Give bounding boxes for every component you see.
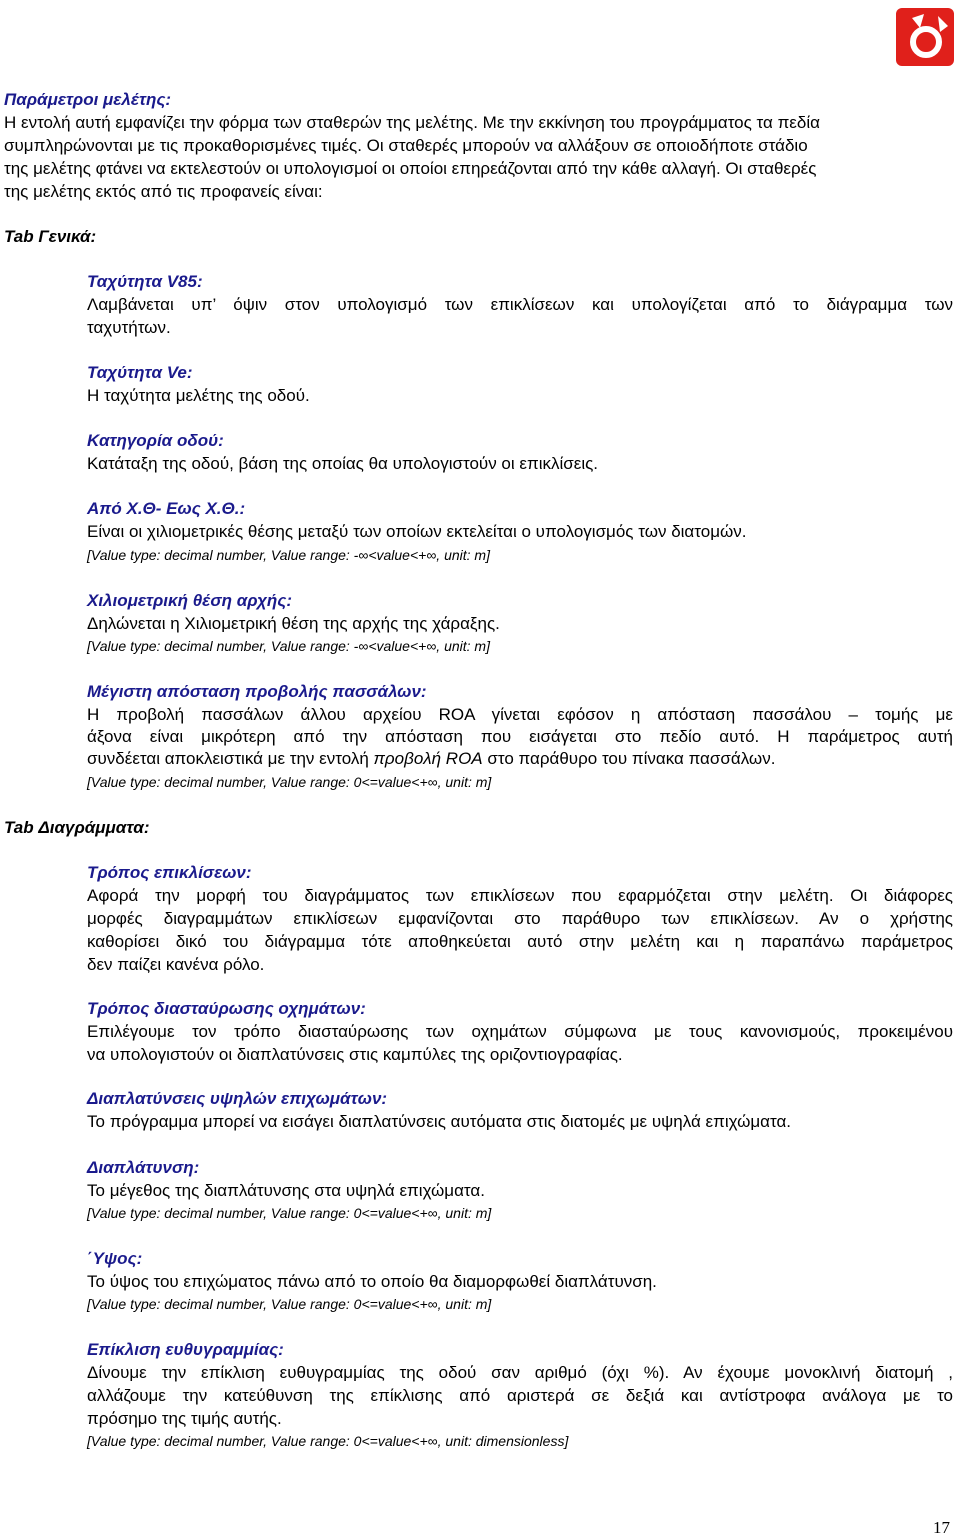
param-desc-max-stake-projection: [87, 747, 775, 770]
param-desc-max-stake-projection: Η προβολή πασσάλων άλλου αρχείου ROA γίνεται εφόσον η απόσταση πασσάλου – τομής με: [87, 705, 953, 724]
param-desc-road-category: Κατάταξη της οδού, βάση της οποίας θα υπολογιστούν οι επικλίσεις.: [87, 454, 599, 473]
param-desc-straight-crossfall: αλλάζουμε την κατεύθυνση της επίκλισης από αριστερά σε δεξιά και αντίστροφα ανάλογα με το: [87, 1386, 953, 1405]
intro-line: της μελέτης εκτός από τις προφανείς είναι:: [4, 182, 323, 201]
param-desc-chainage-range: Είναι οι χιλιομετρικές θέσης μεταξύ των οποίων εκτελείται ο υπολογισμός των διατομών.: [87, 522, 747, 541]
intro-line: συμπληρώνονται με τις προκαθορισμένες τιμές. Οι σταθερές μπορούν να αλλάξουν σε οποιοδήποτε στάδιο: [4, 136, 808, 155]
value-type-note: [Value type: decimal number, Value range: -∞<value<+∞, unit: m]: [87, 547, 490, 563]
param-desc-straight-crossfall: πρόσημο της τιμής αυτής.: [87, 1409, 282, 1428]
value-type-note: [Value type: decimal number, Value range: -∞<value<+∞, unit: m]: [87, 638, 490, 654]
param-title-ve: Ταχύτητα Ve:: [87, 363, 193, 382]
param-desc-ve: Η ταχύτητα μελέτης της οδού.: [87, 386, 310, 405]
param-desc-v85: Λαμβάνεται υπ’ όψιν στον υπολογισμό των επικλίσεων και υπολογίζεται από το διάγραμμα των: [87, 295, 953, 314]
value-type-note: [Value type: decimal number, Value range: 0<=value<+∞, unit: m]: [87, 1205, 492, 1221]
param-desc-superelevation-mode: μορφές διαγραμμάτων επικλίσεων εμφανίζονται στο παράθυρο των επικλίσεων. Αν ο χρήστης: [87, 909, 953, 928]
command-reference: προβολή ROA: [373, 749, 483, 768]
param-title-superelevation-mode: Τρόπος επικλίσεων:: [87, 863, 252, 882]
param-desc-start-chainage: Δηλώνεται η Χιλιομετρική θέση της αρχής της χάραξης.: [87, 614, 500, 633]
param-desc-vehicle-crossing: να υπολογιστούν οι διαπλατύνσεις στις καμπύλες της οριζοντιογραφίας.: [87, 1045, 623, 1064]
tab-general-heading: Tab Γενικά:: [4, 227, 97, 246]
param-desc-superelevation-mode: Αφορά την μορφή του διαγράμματος των επικλίσεων που εφαρμόζεται στην μελέτη. Οι διάφορες: [87, 886, 953, 905]
param-desc-height: Το ύψος του επιχώματος πάνω από το οποίο θα διαμορφωθεί διαπλάτυνση.: [87, 1272, 657, 1291]
tab-diagrams-heading: Tab Διαγράμματα:: [4, 818, 150, 837]
text-segment: συνδέεται αποκλειστικά με την εντολή: [87, 749, 374, 768]
section-heading-parameters: Παράμετροι μελέτης:: [4, 90, 172, 109]
param-desc-high-embankment-widening: Το πρόγραμμα μπορεί να εισάγει διαπλατύνσεις αυτόματα στις διατομές με υψηλά επιχώματα.: [87, 1112, 791, 1131]
param-title-chainage-range: Από Χ.Θ- Εως Χ.Θ.:: [87, 499, 246, 518]
param-title-straight-crossfall: Επίκλιση ευθυγραμμίας:: [87, 1340, 284, 1359]
param-title-start-chainage: Χιλιομετρική θέση αρχής:: [87, 591, 292, 610]
param-title-vehicle-crossing: Τρόπος διασταύρωσης οχημάτων:: [87, 999, 366, 1018]
param-desc-max-stake-projection: άξονα είναι μικρότερη από την απόσταση που εισάγεται στο πεδίο αυτό. Η παράμετρος αυτή: [87, 727, 953, 746]
value-type-note: [Value type: decimal number, Value range: 0<=value<+∞, unit: m]: [87, 774, 492, 790]
intro-line: της μελέτης φτάνει να εκτελεστούν οι υπολογισμοί οι οποίοι επηρεάζονται από την κάθε αλλαγή. Οι σταθερές: [4, 159, 817, 178]
param-desc-vehicle-crossing: Επιλέγουμε τον τρόπο διασταύρωσης των οχημάτων σύμφωνα με τους κανονισμούς, προκειμένου: [87, 1022, 953, 1041]
page-number: 17: [933, 1518, 950, 1537]
param-title-widening: Διαπλάτυνση:: [87, 1158, 200, 1177]
param-desc-superelevation-mode: καθορίσει δικό του διάγραμμα τότε αποθηκεύεται αυτό στην μελέτη και η παραπάνω παράμετρος: [87, 932, 953, 951]
value-type-note: [Value type: decimal number, Value range: 0<=value<+∞, unit: dimensionless]: [87, 1433, 569, 1449]
param-title-v85: Ταχύτητα V85:: [87, 272, 203, 291]
intro-line: Η εντολή αυτή εμφανίζει την φόρμα των σταθερών της μελέτης. Με την εκκίνηση του προγράμματος τα πεδία: [4, 113, 820, 132]
param-desc-v85: ταχυτήτων.: [87, 318, 171, 337]
company-logo-icon: [896, 8, 954, 66]
param-desc-superelevation-mode: δεν παίζει κανένα ρόλο.: [87, 955, 265, 974]
text-segment: στο παράθυρο του πίνακα πασσάλων.: [482, 749, 776, 768]
param-desc-widening: Το μέγεθος της διαπλάτυνσης στα υψηλά επιχώματα.: [87, 1181, 485, 1200]
param-title-high-embankment-widening: Διαπλατύνσεις υψηλών επιχωμάτων:: [87, 1089, 388, 1108]
value-type-note: [Value type: decimal number, Value range: 0<=value<+∞, unit: m]: [87, 1296, 492, 1312]
param-title-road-category: Κατηγορία οδού:: [87, 431, 224, 450]
param-desc-straight-crossfall: Δίνουμε την επίκλιση ευθυγραμμίας της οδού σαν αριθμό (όχι %). Αν έχουμε μονοκλινή διατομή ,: [87, 1363, 953, 1382]
param-title-max-stake-projection: Μέγιστη απόσταση προβολής πασσάλων:: [87, 682, 427, 701]
param-title-height: ΄Υψος:: [87, 1249, 143, 1268]
